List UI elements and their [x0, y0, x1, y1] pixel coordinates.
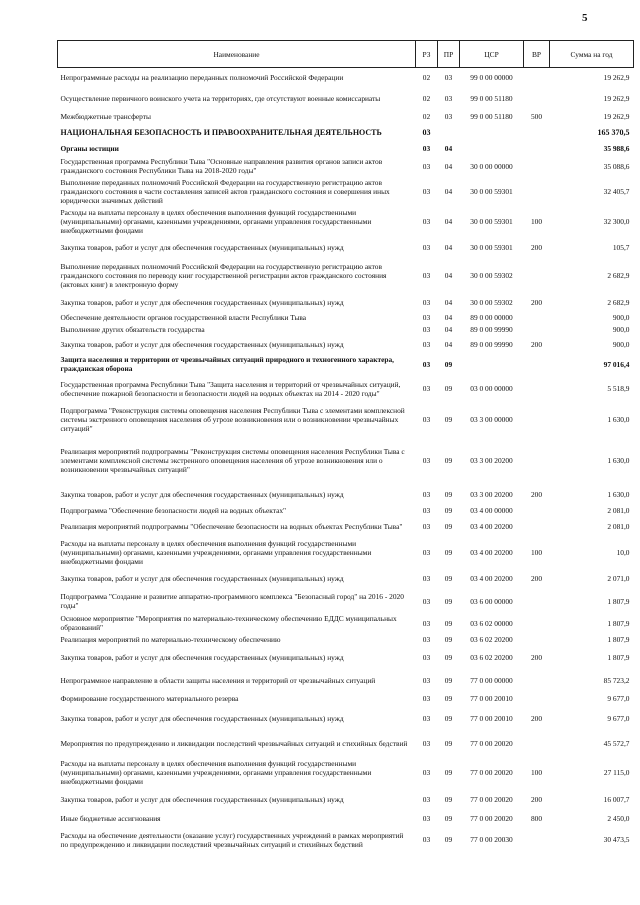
row-name: Реализация мероприятий по материально-техническому обеспечению [60, 634, 281, 644]
row-sum: 97 016,4 [603, 359, 630, 369]
table-row [58, 237, 634, 258]
row-sum: 1 807,9 [607, 618, 630, 628]
table-row [58, 324, 634, 336]
row-csr: 30 0 00 59302 [470, 271, 513, 280]
row-name: Закупка товаров, работ и услуг для обеспечения государственных (муниципальных) нужд [60, 795, 344, 804]
row-csr: 30 0 00 59301 [470, 242, 513, 252]
row-rz: 03 [422, 340, 431, 349]
row-csr: 99 0 00 00000 [470, 73, 513, 83]
row-sum: 45 572,7 [603, 739, 630, 748]
table-row [58, 294, 634, 312]
row-pr: 09 [444, 505, 453, 515]
row-csr: 30 0 00 59301 [470, 216, 513, 226]
row-rz: 03 [422, 547, 431, 557]
table-row [58, 142, 634, 156]
row-name: НАЦИОНАЛЬНАЯ БЕЗОПАСНОСТЬ И ПРАВООХРАНИТЕЛЬНАЯ ДЕЯТЕЛЬНОСТЬ [60, 128, 382, 137]
row-rz: 03 [422, 216, 431, 226]
row-pr: 09 [444, 489, 453, 499]
row-csr: 77 0 00 20020 [470, 813, 513, 823]
table-row [58, 516, 634, 537]
table-row [58, 109, 634, 124]
row-pr: 09 [444, 521, 453, 531]
row-sum: 32 300,0 [603, 216, 630, 226]
row-vr [524, 590, 550, 613]
row-pr: 09 [444, 359, 453, 369]
row-sum: 19 262,9 [603, 73, 630, 83]
header-sum: Сумма на год [550, 41, 634, 68]
row-csr: 89 0 00 99990 [470, 325, 513, 334]
table-row [58, 336, 634, 354]
row-name: Расходы на обеспечение деятельности (оказание услуг) государственных учреждений в рамках мероприятий по предупреждению и ликвидации последствий чрезвычайных ситуаций и стихийных бедствий [60, 830, 404, 849]
row-sum: 2 450,0 [607, 813, 630, 823]
row-name: Подпрограмма "Создание и развитие аппаратно-программного комплекса "Безопасный город" на 2016 - 2020 годы" [60, 592, 404, 610]
row-pr: 09 [444, 455, 453, 465]
row-vr: 200 [530, 340, 543, 349]
table-row [58, 437, 634, 484]
row-csr: 03 3 00 20200 [470, 489, 513, 499]
row-name: Непрограммные расходы на реализацию переданных полномочий Российской Федерации [60, 73, 344, 83]
row-name: Закупка товаров, работ и услуг для обеспечения государственных (муниципальных) нужд [60, 652, 344, 662]
row-pr: 04 [444, 313, 453, 322]
row-vr [524, 124, 550, 142]
row-sum: 1 630,0 [607, 455, 630, 465]
table-row [58, 757, 634, 789]
row-csr [460, 124, 524, 142]
row-csr: 99 0 00 51180 [470, 93, 513, 103]
page-number: 5 [582, 12, 588, 24]
row-pr: 09 [444, 574, 453, 583]
row-pr: 04 [444, 242, 453, 252]
table-row [58, 258, 634, 294]
row-name: Закупка товаров, работ и услуг для обеспечения государственных (муниципальных) нужд [60, 489, 344, 499]
row-csr: 77 0 00 20020 [470, 795, 513, 804]
row-name: Реализация мероприятий подпрограммы "Обеспечение безопасности на водных объектах Республики Тыва" [60, 521, 403, 531]
table-row [58, 537, 634, 568]
row-rz: 03 [422, 144, 431, 153]
row-csr: 77 0 00 20030 [470, 835, 513, 844]
table-row [58, 156, 634, 177]
row-name: Расходы на выплаты персоналу в целях обеспечения выполнения функций государственными (муниципальными) органами, казенными учреждениями, органами управления государственными внебюджетными фондами [60, 538, 372, 566]
table-body [58, 68, 634, 854]
row-vr [524, 437, 550, 484]
row-sum: 900,0 [612, 325, 630, 334]
table-row [58, 811, 634, 826]
row-rz: 03 [422, 359, 431, 369]
row-vr: 200 [530, 652, 543, 662]
row-rz: 02 [422, 73, 431, 83]
row-vr [524, 88, 550, 109]
row-sum: 2 682,9 [607, 271, 630, 280]
row-pr: 04 [444, 340, 453, 349]
row-vr: 100 [530, 768, 543, 777]
row-csr: 30 0 00 59302 [470, 298, 513, 307]
row-pr: 09 [444, 795, 453, 804]
row-vr: 200 [530, 489, 543, 499]
row-name: Межбюджетные трансферты [60, 111, 151, 121]
row-pr: 03 [444, 111, 453, 121]
row-sum: 10,0 [616, 547, 630, 557]
row-csr [460, 142, 524, 156]
row-csr: 03 6 02 20200 [470, 652, 513, 662]
table-row [58, 691, 634, 707]
row-vr: 200 [530, 242, 543, 252]
row-pr: 03 [444, 73, 453, 83]
table-row [58, 670, 634, 691]
row-rz: 02 [422, 111, 431, 121]
table-row [58, 312, 634, 324]
table-row [58, 789, 634, 811]
row-sum: 900,0 [612, 340, 630, 349]
row-rz: 03 [422, 186, 431, 196]
row-vr [524, 258, 550, 294]
table-row [58, 88, 634, 109]
row-pr: 04 [444, 144, 453, 153]
row-rz: 03 [422, 298, 431, 307]
row-rz: 03 [422, 835, 431, 844]
row-pr: 09 [444, 384, 453, 393]
row-vr: 200 [530, 574, 543, 583]
row-pr: 09 [444, 415, 453, 424]
row-csr: 03 4 00 20200 [470, 574, 513, 583]
row-rz: 03 [422, 313, 431, 322]
row-csr: 77 0 00 20010 [470, 694, 513, 703]
row-pr: 04 [444, 271, 453, 280]
row-csr [460, 354, 524, 375]
row-rz: 03 [422, 694, 431, 703]
row-pr: 03 [444, 93, 453, 103]
row-name: Выполнение переданных полномочий Российской Федерации на государственную регистрацию актов гражданского состояния в части составления записей актов гражданского состояния и совершения иных юридически значимых действий [60, 177, 390, 205]
row-sum: 19 262,9 [603, 111, 630, 121]
row-vr: 100 [530, 547, 543, 557]
row-csr: 89 0 00 00000 [470, 313, 513, 322]
header-name: Наименование [58, 41, 416, 68]
table-row [58, 505, 634, 516]
table-row [58, 731, 634, 757]
table-row [58, 354, 634, 375]
row-pr: 09 [444, 547, 453, 557]
row-rz: 02 [422, 93, 431, 103]
row-sum: 32 405,7 [603, 186, 630, 196]
row-name: Подпрограмма "Обеспечение безопасности людей на водных объектах" [60, 505, 287, 515]
row-vr [524, 403, 550, 437]
row-pr: 04 [444, 216, 453, 226]
row-vr [524, 354, 550, 375]
table-row [58, 484, 634, 505]
row-vr: 200 [530, 714, 543, 723]
row-sum: 165 370,5 [597, 128, 630, 137]
row-pr: 04 [444, 325, 453, 334]
row-name: Расходы на выплаты персоналу в целях обеспечения выполнения функций государственными (муниципальными) органами, казенными учреждениями, органами управления государственными внебюджетными фондами [60, 207, 372, 235]
table-row [58, 206, 634, 237]
row-pr: 09 [444, 694, 453, 703]
row-csr: 03 4 00 20200 [470, 521, 513, 531]
header-vr: ВР [524, 41, 550, 68]
row-sum: 35 088,6 [603, 161, 630, 171]
row-rz: 03 [422, 714, 431, 723]
row-name: Закупка товаров, работ и услуг для обеспечения государственных (муниципальных) нужд [60, 242, 344, 252]
row-pr [438, 124, 460, 142]
row-rz: 03 [422, 325, 431, 334]
row-name: Иные бюджетные ассигнования [60, 813, 161, 823]
row-vr [524, 516, 550, 537]
row-pr: 04 [444, 298, 453, 307]
row-pr: 09 [444, 714, 453, 723]
row-csr: 03 4 00 20200 [470, 547, 513, 557]
row-pr: 09 [444, 768, 453, 777]
row-name: Формирование государственного материального резерва [60, 694, 239, 703]
row-rz: 03 [422, 739, 431, 748]
row-csr: 03 4 00 00000 [470, 505, 513, 515]
row-sum: 85 723,2 [603, 675, 630, 685]
row-name: Закупка товаров, работ и услуг для обеспечения государственных (муниципальных) нужд [60, 714, 344, 723]
row-rz: 03 [422, 271, 431, 280]
row-pr: 09 [444, 618, 453, 628]
row-rz: 03 [422, 795, 431, 804]
row-csr: 30 0 00 00000 [470, 161, 513, 171]
row-pr: 09 [444, 634, 453, 644]
table-row [58, 634, 634, 645]
row-rz: 03 [422, 574, 431, 583]
table-row [58, 590, 634, 613]
row-pr: 09 [444, 835, 453, 844]
row-rz: 03 [422, 415, 431, 424]
table-row [58, 68, 634, 88]
row-csr: 03 6 02 20200 [470, 634, 513, 644]
row-name: Государственная программа Республики Тыва "Защита населения и территорий от чрезвычайных ситуаций, обеспечение пожарной безопасности и безопасности людей на водных объектах на 2014 - 2020 годы" [60, 379, 401, 398]
table-row [58, 826, 634, 854]
row-sum: 1 630,0 [607, 415, 630, 424]
header-pr: ПР [438, 41, 460, 68]
row-sum: 5 518,9 [607, 384, 630, 393]
row-pr: 04 [444, 161, 453, 171]
row-vr [524, 156, 550, 177]
row-sum: 105,7 [612, 242, 630, 252]
table-row [58, 124, 634, 142]
row-sum: 35 988,6 [603, 144, 630, 153]
row-name: Закупка товаров, работ и услуг для обеспечения государственных (муниципальных) нужд [60, 298, 344, 307]
row-rz: 03 [422, 618, 431, 628]
table-row [58, 645, 634, 670]
row-vr [524, 505, 550, 516]
row-pr: 09 [444, 739, 453, 748]
row-vr: 100 [530, 216, 543, 226]
row-name: Непрограммное направление в области защиты населения и территорий от чрезвычайных ситуаций [60, 675, 376, 685]
row-rz: 03 [422, 455, 431, 465]
row-sum: 1 807,9 [607, 634, 630, 644]
row-csr: 77 0 00 20020 [470, 768, 513, 777]
row-csr: 03 6 00 00000 [470, 596, 513, 606]
row-pr: 09 [444, 596, 453, 606]
row-csr: 30 0 00 59301 [470, 186, 513, 196]
row-sum: 2 682,9 [607, 298, 630, 307]
row-vr [524, 68, 550, 88]
row-vr [524, 324, 550, 336]
row-sum: 30 473,5 [603, 835, 630, 844]
table-row [58, 375, 634, 403]
row-pr: 04 [444, 186, 453, 196]
row-pr: 09 [444, 675, 453, 685]
row-sum: 1 807,9 [607, 652, 630, 662]
row-rz: 03 [422, 161, 431, 171]
row-sum: 9 677,0 [607, 714, 630, 723]
row-csr: 03 6 02 00000 [470, 618, 513, 628]
row-csr: 03 0 00 00000 [470, 384, 513, 393]
row-name: Мероприятия по предупреждению и ликвидации последствий чрезвычайных ситуаций и стихийных бедствий [60, 739, 408, 748]
row-vr [524, 142, 550, 156]
row-rz: 03 [422, 489, 431, 499]
row-rz: 03 [422, 634, 431, 644]
row-vr: 800 [530, 813, 543, 823]
row-vr [524, 375, 550, 403]
row-sum: 16 007,7 [603, 795, 630, 804]
header-csr: ЦСР [460, 41, 524, 68]
row-name: Выполнение других обязательств государства [60, 325, 205, 334]
row-rz: 03 [422, 813, 431, 823]
row-name: Подпрограмма "Реконструкция системы оповещения населения Республики Тыва с элементами комплексной системы экстренного оповещения населения об угрозе возникновения или о возникновении чрезвычайных ситуаций" [60, 406, 405, 433]
row-rz: 03 [422, 768, 431, 777]
row-pr: 09 [444, 652, 453, 662]
row-rz: 03 [422, 505, 431, 515]
row-rz: 03 [422, 596, 431, 606]
row-vr [524, 826, 550, 854]
table-row [58, 177, 634, 206]
row-vr [524, 634, 550, 645]
row-csr: 89 0 00 99990 [470, 340, 513, 349]
table-header [58, 41, 634, 68]
row-name: Государственная программа Республики Тыва "Основные направления развития органов записи актов гражданского состояния Республики Тыва на 2018-2020 годы" [60, 157, 383, 175]
row-name: Обеспечение деятельности органов государственной власти Республики Тыва [60, 313, 307, 322]
table-row [58, 707, 634, 731]
table-row [58, 403, 634, 437]
row-pr: 09 [444, 813, 453, 823]
row-name: Закупка товаров, работ и услуг для обеспечения государственных (муниципальных) нужд [60, 340, 344, 349]
table-row [58, 568, 634, 590]
row-name: Органы юстиции [60, 144, 119, 153]
row-vr: 200 [530, 795, 543, 804]
row-csr: 03 3 00 20200 [470, 455, 513, 465]
row-vr [524, 312, 550, 324]
row-rz: 03 [422, 242, 431, 252]
row-name: Расходы на выплаты персоналу в целях обеспечения выполнения функций государственными (муниципальными) органами, казенными учреждениями, органами управления государственными внебюджетными фондами [60, 759, 372, 786]
row-csr: 03 3 00 00000 [470, 415, 513, 424]
row-sum: 900,0 [612, 313, 630, 322]
row-vr [524, 613, 550, 634]
row-sum: 1 807,9 [607, 596, 630, 606]
row-rz: 03 [422, 384, 431, 393]
row-csr: 77 0 00 20020 [470, 739, 513, 748]
row-rz: 03 [422, 675, 431, 685]
row-vr [524, 731, 550, 757]
row-name: Реализация мероприятий подпрограммы "Реконструкция системы оповещения населения Республики Тыва с элементами комплексной системы экстренного оповещения населения об угрозе возникновения или о возникновении чрезвычайных ситуаций" [60, 446, 405, 474]
row-csr: 77 0 00 20010 [470, 714, 513, 723]
row-name: Осуществление первичного воинского учета на территориях, где отсутствуют военные комиссариаты [60, 93, 381, 103]
row-name: Защита населения и территории от чрезвычайных ситуаций природного и техногенного характера, гражданская оборона [60, 355, 395, 373]
row-rz: 03 [422, 128, 431, 137]
row-vr [524, 670, 550, 691]
row-sum: 2 071,0 [607, 574, 630, 583]
row-vr [524, 691, 550, 707]
row-sum: 19 262,9 [603, 93, 630, 103]
row-name: Закупка товаров, работ и услуг для обеспечения государственных (муниципальных) нужд [60, 574, 344, 583]
row-rz: 03 [422, 652, 431, 662]
row-sum: 1 630,0 [607, 489, 630, 499]
row-rz: 03 [422, 521, 431, 531]
row-vr: 500 [530, 111, 543, 121]
row-sum: 2 081,0 [607, 521, 630, 531]
row-vr: 200 [530, 298, 543, 307]
header-rz: РЗ [416, 41, 438, 68]
row-name: Выполнение переданных полномочий Российской Федерации на государственную регистрацию актов гражданского состояния по переводу книг государственной регистрации актов гражданского состояния (актовых книг) в электронную форму [60, 262, 387, 289]
row-sum: 2 081,0 [607, 505, 630, 515]
row-csr: 77 0 00 00000 [470, 675, 513, 685]
table-row [58, 613, 634, 634]
row-vr [524, 177, 550, 206]
row-name: Основное мероприятие "Мероприятия по материально-техническому обеспечению ЕДДС муниципальных образований" [60, 614, 397, 632]
row-sum: 9 677,0 [607, 694, 630, 703]
row-csr: 99 0 00 51180 [470, 111, 513, 121]
row-sum: 27 115,0 [603, 768, 630, 777]
budget-table [57, 40, 634, 854]
